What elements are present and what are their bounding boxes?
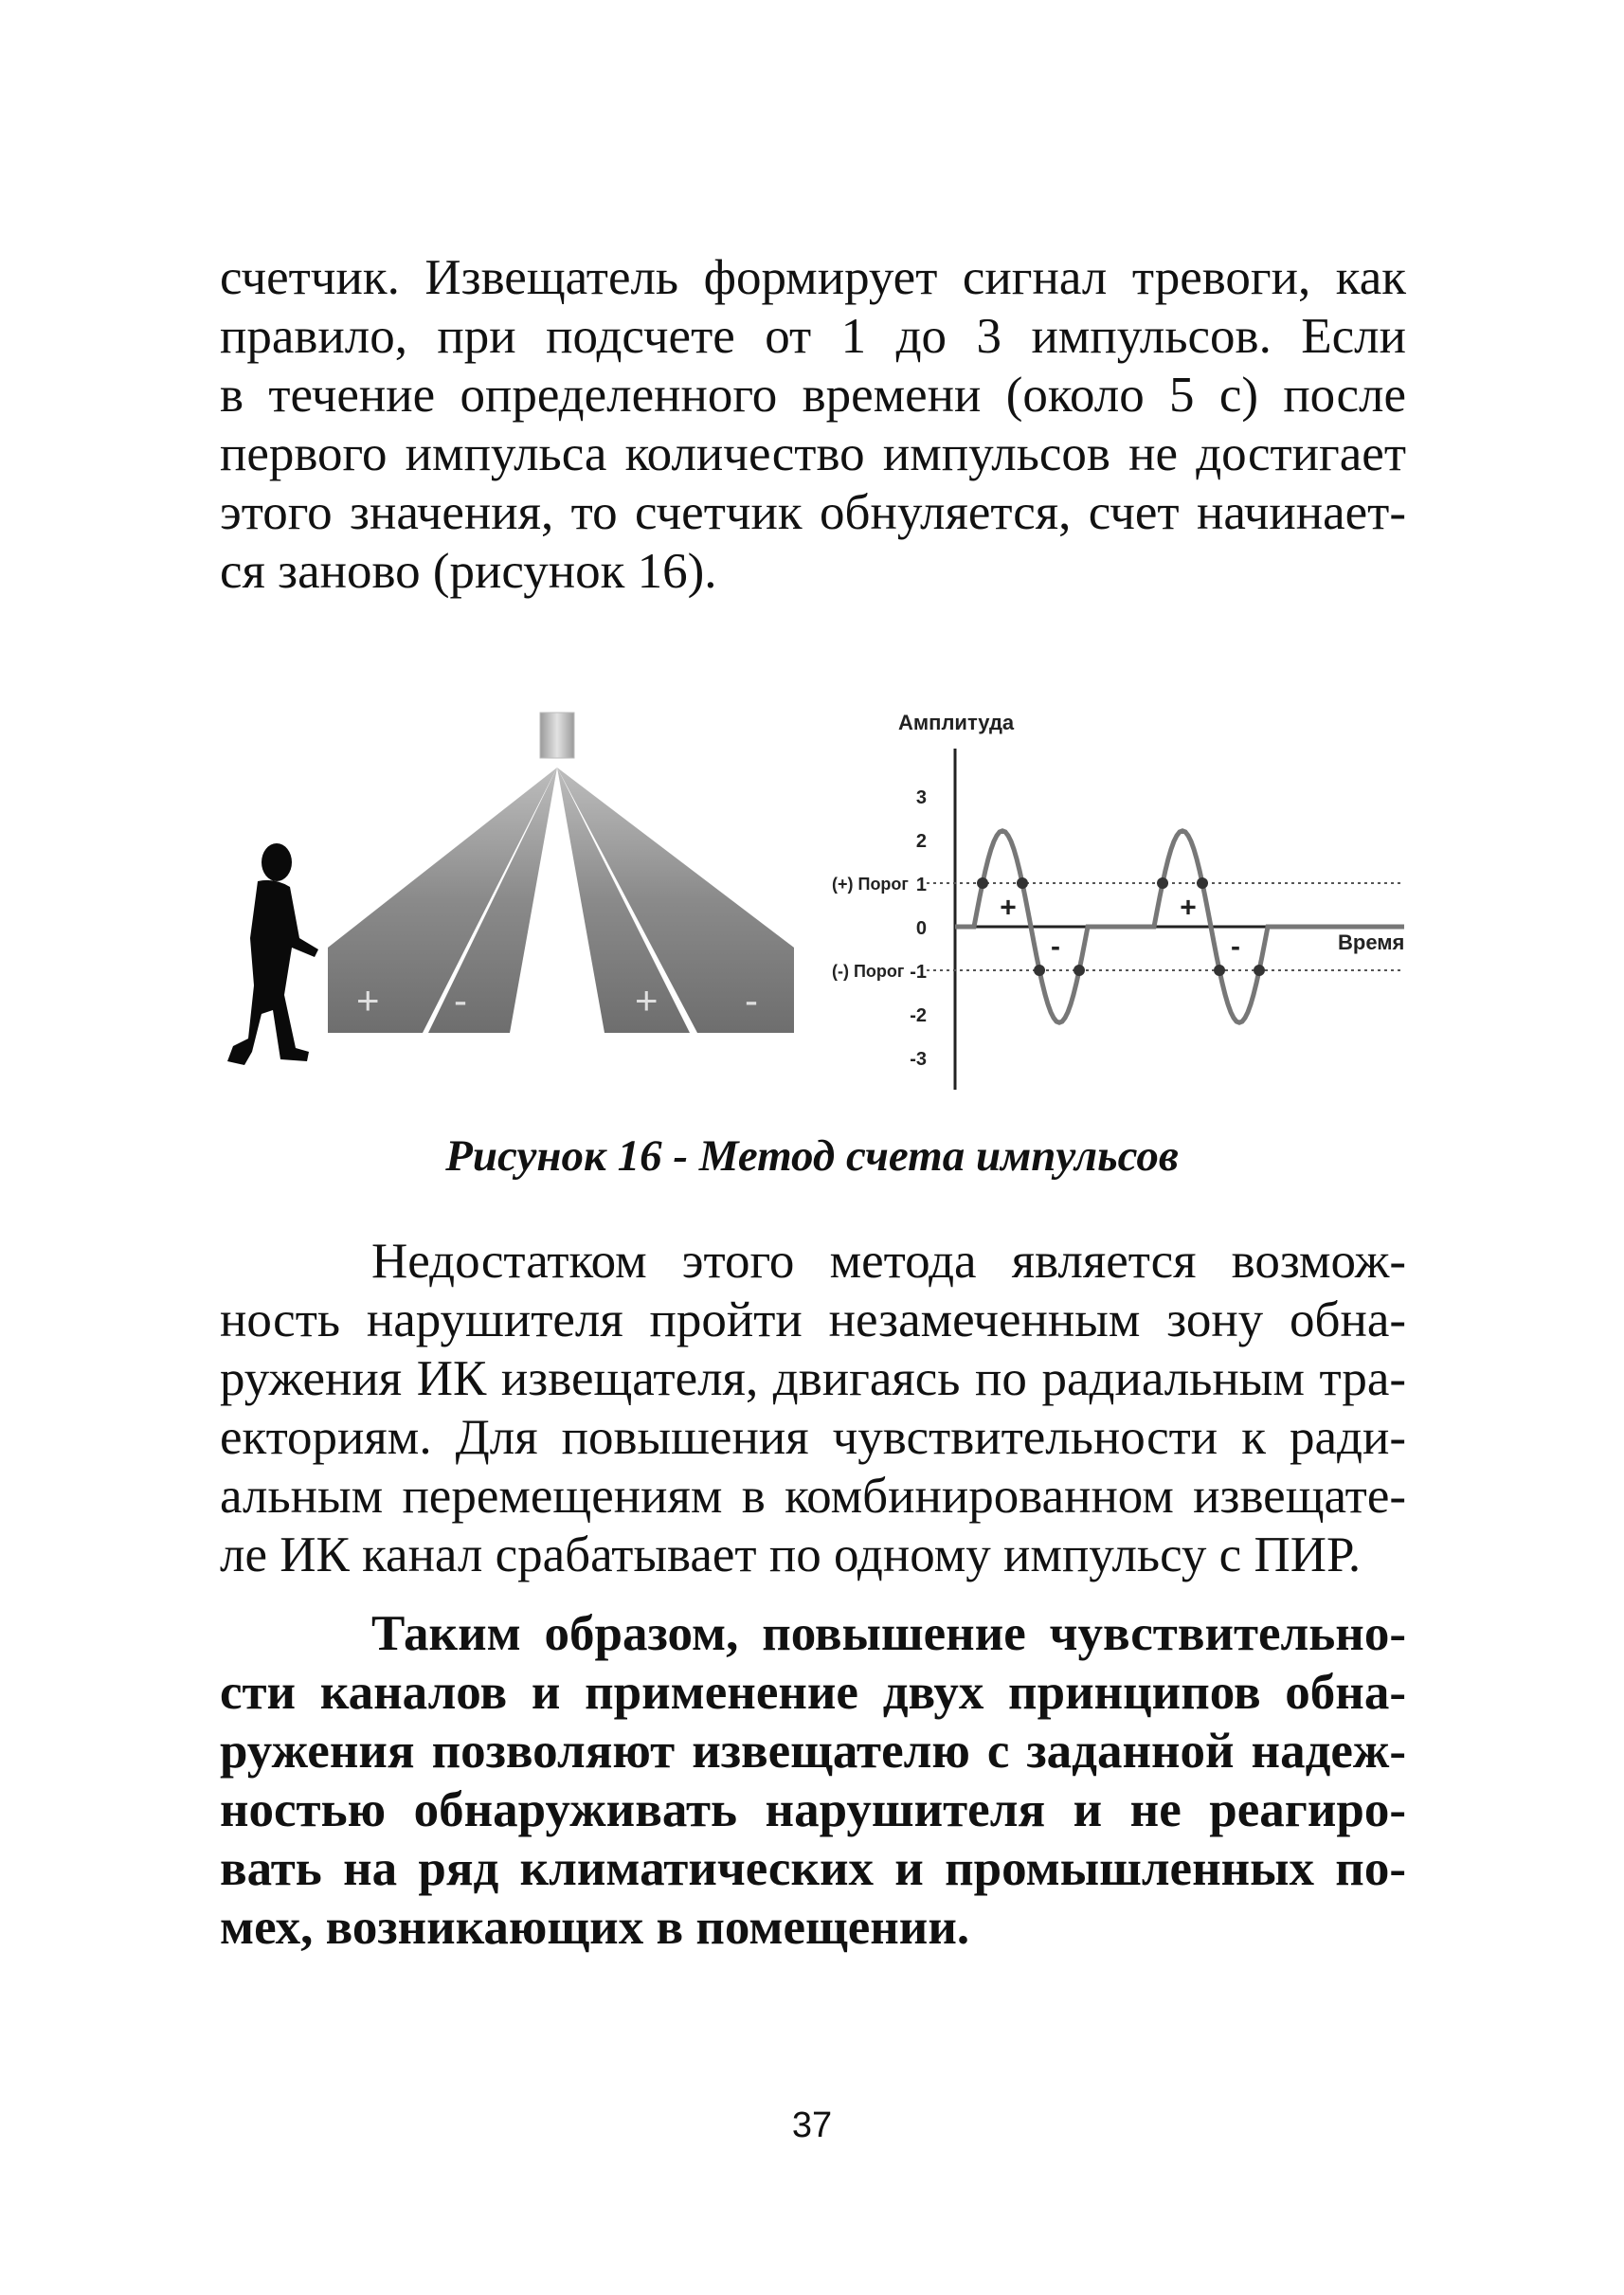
- figure-caption: Рисунок 16 - Метод счета импульсов: [445, 1131, 1179, 1181]
- zone-sign-4: -: [745, 978, 758, 1022]
- y-tick-label: 2: [915, 831, 927, 852]
- region-sign: -: [1051, 931, 1060, 963]
- paragraph-3-line-6: мех, возникающих в помещении.: [220, 1900, 970, 1955]
- paragraph-1-line-6: ся заново (рисунок 16).: [220, 544, 717, 599]
- y-tick-label: -3: [910, 1049, 927, 1070]
- y-axis-label: Амплитуда: [898, 711, 1015, 734]
- person-icon: [227, 843, 318, 1065]
- sensor-icon: [540, 713, 574, 758]
- page-number: 37: [791, 2105, 833, 2145]
- zone-sign-3: +: [635, 978, 659, 1022]
- y-tick-label: -1: [910, 962, 927, 983]
- region-sign: +: [1180, 892, 1197, 924]
- threshold-crossing-point: [1254, 965, 1265, 976]
- paragraph-3-line-2: сти каналов и применение двух принципов обна-: [220, 1665, 1406, 1720]
- zone-sign-2: -: [454, 978, 467, 1022]
- paragraph-3-line-4: ностью обнаруживать нарушителя и не реагиро-: [220, 1782, 1406, 1837]
- threshold-crossing-point: [1034, 965, 1045, 976]
- paragraph-1-line-4: первого импульса количество импульсов не достигает: [220, 426, 1406, 481]
- paragraph-2-line-6: ле ИК канал срабатывает по одному импульсу с ПИР.: [220, 1527, 1362, 1582]
- threshold-crossing-point: [977, 877, 988, 889]
- paragraph-3: [220, 1604, 1406, 1957]
- x-axis-label: Время: [1338, 931, 1405, 954]
- threshold-crossing-point: [1214, 965, 1225, 976]
- region-sign: +: [1000, 892, 1017, 924]
- paragraph-3-line-3: ружения позволяют извещателю с заданной надеж-: [220, 1724, 1406, 1779]
- paragraph-2-line-5: альным перемещениям в комбинированном извещате-: [220, 1469, 1406, 1524]
- y-tick-label: -2: [910, 1005, 927, 1026]
- paragraph-1-line-3: в течение определенного времени (около 5 с) после: [220, 368, 1406, 423]
- paragraph-1-line-5: этого значения, то счетчик обнуляется, счет начинает-: [220, 485, 1406, 540]
- amplitude-chart: [832, 711, 1404, 1090]
- threshold-crossing-point: [1017, 877, 1028, 889]
- paragraph-2-line-1: Недостатком этого метода является возмож-: [371, 1234, 1406, 1289]
- y-tick-label: 3: [915, 787, 927, 808]
- paragraph-1-line-1: счетчик. Извещатель формирует сигнал тревоги, как: [220, 250, 1406, 305]
- paragraph-2-line-3: ружения ИК извещателя, двигаясь по радиальным тра-: [220, 1351, 1406, 1406]
- paragraph-2: [220, 1232, 1406, 1584]
- region-sign: -: [1231, 931, 1240, 963]
- paragraph-2-line-2: ность нарушителя пройти незамеченным зону обна-: [220, 1292, 1406, 1347]
- threshold-positive-label: (+) Порог: [832, 875, 909, 894]
- zone-sign-1: +: [356, 978, 380, 1022]
- y-tick-label: 0: [915, 918, 927, 939]
- paragraph-3-line-1: Таким образом, повышение чувствительно-: [371, 1606, 1406, 1661]
- detection-zones: [328, 768, 794, 1033]
- paragraph-1-line-2: правило, при подсчете от 1 до 3 импульсов. Если: [220, 309, 1406, 364]
- threshold-crossing-point: [1197, 877, 1208, 889]
- figure-16: [0, 0, 1624, 1118]
- threshold-negative-label: (-) Порог: [832, 962, 905, 981]
- paragraph-3-line-5: вать на ряд климатических и промышленных по-: [220, 1841, 1406, 1896]
- y-tick-label: 1: [915, 875, 927, 895]
- threshold-crossing-point: [1157, 877, 1168, 889]
- threshold-crossing-point: [1074, 965, 1085, 976]
- paragraph-2-line-4: екториям. Для повышения чувствительности к ради-: [220, 1410, 1406, 1465]
